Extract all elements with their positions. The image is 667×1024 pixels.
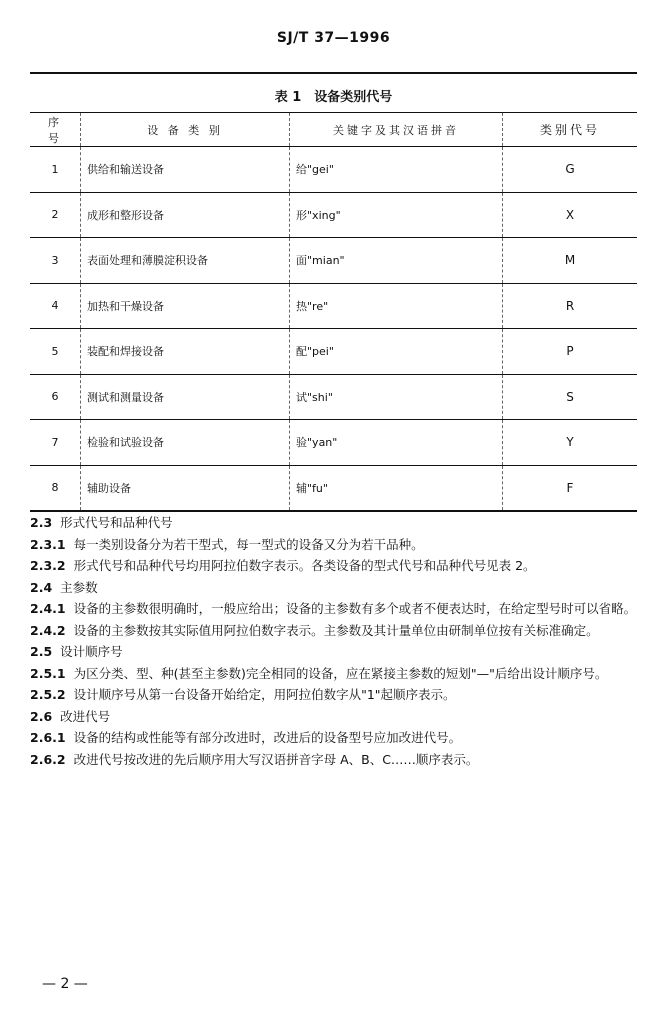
row-code: P [503, 329, 638, 375]
row-keyword: 形"xing" [290, 192, 503, 238]
section-paragraph [30, 577, 637, 599]
row-number: 5 [30, 329, 81, 375]
section-paragraph [30, 749, 637, 771]
column-header-no: 序 号 [30, 113, 81, 147]
row-number: 8 [30, 465, 81, 511]
row-keyword: 试"shi" [290, 374, 503, 420]
section-text: 改进代号 [60, 708, 111, 724]
page-number: — 2 — [42, 976, 88, 992]
row-number: 3 [30, 238, 81, 284]
row-category: 加热和干燥设备 [81, 283, 290, 329]
section-number: 2.3 [30, 515, 53, 530]
section-paragraph [30, 684, 637, 706]
table-row [30, 329, 637, 375]
section-number: 2.6.2 [30, 751, 66, 767]
row-category: 表面处理和薄膜淀积设备 [81, 238, 290, 284]
column-header-category: 设 备 类 别 [81, 113, 290, 147]
row-keyword: 验"yan" [290, 420, 503, 466]
table-row [30, 283, 637, 329]
section-number: 2.5.2 [30, 687, 66, 702]
header-rule [30, 72, 637, 74]
section-text: 设计顺序号从第一台设备开始给定，用阿拉伯数字从"1"起顺序表示。 [73, 687, 456, 702]
section-paragraph [30, 663, 637, 685]
row-code: R [503, 283, 638, 329]
table-row [30, 147, 637, 193]
equipment-category-table [30, 112, 637, 512]
row-category: 辅助设备 [81, 465, 290, 511]
row-number: 7 [30, 420, 81, 466]
section-paragraph [30, 598, 637, 620]
section-paragraph [30, 727, 637, 749]
section-body [30, 512, 637, 770]
standard-code: SJ/T 37—1996 [276, 30, 391, 46]
table-title: 表 1 设备类别代号 [274, 90, 393, 105]
row-number: 2 [30, 192, 81, 238]
section-text: 为区分类、型、种(甚至主参数)完全相同的设备，应在紧接主参数的短划"—"后给出设计顺序号。 [73, 665, 608, 681]
section-number: 2.3.1 [30, 536, 66, 552]
section-text: 设计顺序号 [60, 644, 123, 659]
table-row [30, 192, 637, 238]
section-number: 2.4 [30, 579, 53, 595]
row-category: 装配和焊接设备 [81, 329, 290, 375]
row-keyword: 面"mian" [290, 238, 503, 284]
row-code: Y [503, 420, 638, 466]
table-row [30, 238, 637, 284]
section-number: 2.6 [30, 708, 53, 724]
section-number: 2.3.2 [30, 558, 66, 573]
section-text: 形式代号和品种代号 [60, 515, 173, 530]
section-number: 2.6.1 [30, 730, 66, 745]
row-category: 检验和试验设备 [81, 420, 290, 466]
section-paragraph [30, 534, 637, 556]
section-number: 2.4.1 [30, 601, 66, 616]
row-code: S [503, 374, 638, 420]
row-number: 1 [30, 147, 81, 193]
section-text: 设备的主参数很明确时，一般应给出；设备的主参数有多个或者不便表达时，在给定型号时可以省略。 [73, 601, 637, 616]
row-keyword: 热"re" [290, 283, 503, 329]
section-text: 设备的结构或性能等有部分改进时，改进后的设备型号应加改进代号。 [73, 730, 462, 745]
row-keyword: 辅"fu" [290, 465, 503, 511]
section-paragraph [30, 641, 637, 663]
section-number: 2.4.2 [30, 622, 66, 638]
section-paragraph [30, 512, 637, 534]
section-paragraph [30, 555, 637, 577]
column-header-code: 类别代号 [503, 113, 638, 147]
table-header-row [30, 113, 637, 147]
table-row [30, 374, 637, 420]
row-code: F [503, 465, 638, 511]
row-keyword: 给"gei" [290, 147, 503, 193]
row-category: 供给和输送设备 [81, 147, 290, 193]
row-code: X [503, 192, 638, 238]
section-number: 2.5.1 [30, 665, 66, 681]
row-code: M [503, 238, 638, 284]
section-paragraph [30, 706, 637, 728]
column-header-keyword: 关键字及其汉语拼音 [290, 113, 503, 147]
section-number: 2.5 [30, 644, 53, 659]
table-row [30, 465, 637, 511]
section-paragraph [30, 620, 637, 642]
section-text: 每一类别设备分为若干型式，每一型式的设备又分为若干品种。 [73, 536, 424, 552]
row-code: G [503, 147, 638, 193]
row-number: 4 [30, 283, 81, 329]
section-text: 形式代号和品种代号均用阿拉伯数字表示。各类设备的型式代号和品种代号见表 2。 [73, 558, 536, 573]
row-category: 成形和整形设备 [81, 192, 290, 238]
table-row [30, 420, 637, 466]
section-text: 改进代号按改进的先后顺序用大写汉语拼音字母 A、B、C……顺序表示。 [73, 751, 479, 767]
row-number: 6 [30, 374, 81, 420]
row-keyword: 配"pei" [290, 329, 503, 375]
section-text: 主参数 [60, 579, 98, 595]
row-category: 测试和测量设备 [81, 374, 290, 420]
section-text: 设备的主参数按其实际值用阿拉伯数字表示。主参数及其计量单位由研制单位按有关标准确定。 [73, 622, 599, 638]
